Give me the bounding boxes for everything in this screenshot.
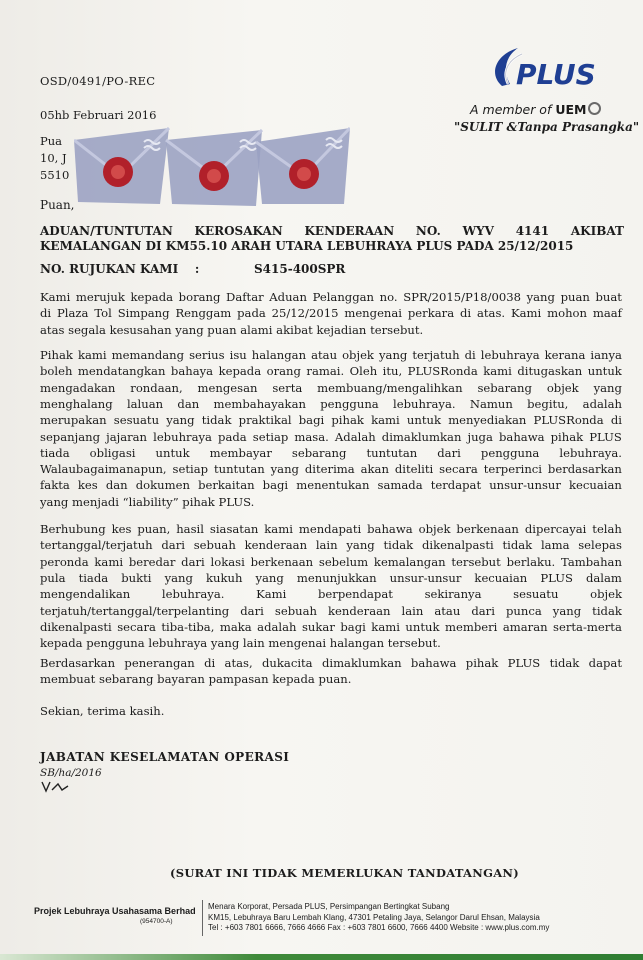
body-line: sepanjang jajaran lebuhraya pada setiap masa. Adalah dimaklumkan juga bahawa pihak PLUS [40,429,622,444]
body-line: mengendalikan lebuhraya. Kami berpendapat sekiranya sesuatu objek [40,587,622,602]
body-line: di Plaza Tol Simpang Renggam pada 25/12/2015 mengenai perkara di atas. Kami mohon maaf [40,306,622,321]
footer-green-bar [0,954,643,960]
department-signature: JABATAN KESELAMATAN OPERASI [40,750,290,764]
member-of-label [470,102,601,117]
body-line: yang menjadi “liability” pihak PLUS. [40,494,255,509]
no-signature-notice: (SURAT INI TIDAK MEMERLUKAN TANDATANGAN) [170,866,519,880]
member-prefix: A member of [470,102,552,117]
recipient-line: 10, J [40,151,67,165]
body-line: Walaubagaimanapun, setiap tuntutan yang diterima akan diteliti secara terperinci berdasarkan [40,462,622,477]
company-name: Projek Lebuhraya Usahasama Berhad [34,906,196,916]
reference-number-label: NO. RUJUKAN KAMI : [40,262,200,276]
body-line: menghalang laluan dan membahayakan pengguna lebuhraya. Namun begitu, adalah [40,396,622,411]
reference-number-value: S415-400SPR [254,262,346,276]
letter-footer [0,898,643,960]
footer-divider [202,900,203,936]
body-line: tiada obligasi untuk membayar sebarang tuntutan dari pengguna lebuhraya. [40,445,622,460]
company-number: (954700-A) [140,918,173,925]
uem-logo-icon [588,102,601,115]
uem-brand: UEM [555,102,587,117]
handwritten-mark [40,778,80,794]
body-line: pula tiada bukti yang kukuh yang menunjukkan unsur-unsur kecuaian PLUS dalam [40,570,622,585]
salutation: Puan, [40,198,75,212]
body-line: dikenalpasti secara tiba-tiba, maka adalah sukar bagi kami untuk memberi amaran serta-merta [40,619,622,634]
recipient-line: 5510 [40,168,70,182]
address-line: Menara Korporat, Persada PLUS, Persimpangan Bertingkat Subang [208,902,450,911]
body-line: Pihak kami memandang serius isu halangan atau objek yang terjatuh di lebuhraya kerana ianya [40,348,622,362]
recipient-line: Pua [40,134,63,148]
body-line: Kami merujuk kepada borang Daftar Aduan Pelanggan no. SPR/2015/P18/0038 yang puan buat [40,290,622,304]
body-line: Berdasarkan penerangan di atas, dukacita dimaklumkan bahawa pihak PLUS tidak dapat [40,656,622,670]
body-line: merupakan sesuatu yang tidak praktikal bagi pihak kami untuk menyediakan PLUSRonda di [40,413,622,428]
address-line: KM15, Lebuhraya Baru Lembah Klang, 47301 Petaling Jaya, Selangor Darul Ehsan, Malaysia [208,912,540,922]
subject-heading [40,224,624,254]
body-line: Berhubung kes puan, hasil siasatan kami mendapati bahawa objek berkenaan dipercayai telah [40,522,622,536]
body-line: atas segala kesusahan yang puan alami akibat kejadian tersebut. [40,322,424,337]
body-line: kepada pengguna lebuhraya yang lain mengenai halangan tersebut. [40,636,441,651]
subject-line-1: ADUAN/TUNTUTAN KEROSAKAN KENDERAAN NO. WYV 4141 AKIBAT [40,224,624,238]
body-line: peronda kami beredar dari lokasi berkenaan sebelum kemalangan tersebut berlaku. Tambahan [40,554,622,569]
body-line: Sekian, terima kasih. [40,704,165,718]
company-address [208,902,549,934]
body-line: terjatuh/tertanggal/terpelanting dari sebuah kenderaan lain atau dari punca yang tidak [40,603,622,618]
envelope-sticker-icon [256,128,350,204]
body-line: boleh mendatangkan bahaya kepada orang ramai. Oleh itu, PLUSRonda kami ditugaskan untuk [40,364,622,379]
privacy-sticker-group [74,124,350,206]
confidential-slogan: "SULIT &Tanpa Prasangka" [454,120,640,134]
reference-initials: SB/ha/2016 [40,767,102,779]
contact-line: Tel : +603 7801 6666, 7666 4666 Fax : +603 7801 6600, 7666 4400 Website : www.plus.com.my [208,923,550,932]
subject-line-2: KEMALANGAN DI KM55.10 ARAH UTARA LEBUHRAYA PLUS PADA 25/12/2015 [40,239,574,253]
body-line: tertanggal/terjatuh dari sebuah kenderaan lain yang tidak dikenalpasti tidak lama selepas [40,538,622,553]
body-line: fakta kes dan dokumen berkaitan bagi menentukan samada terdapat unsur-unsur kecuaian [40,478,622,493]
letter-date: 05hb Februari 2016 [40,108,157,122]
envelope-sticker-icon [166,130,262,206]
plus-logo [484,44,614,96]
body-line: membuat sebarang bayaran pampasan kepada puan. [40,672,352,687]
letter-reference: OSD/0491/PO-REC [40,74,156,88]
body-line: mengadakan rondaan, mengesan serta membuang/mengalihkan sebarang objek yang [40,380,622,395]
envelope-sticker-icon [74,128,169,204]
reference-number [40,262,346,276]
logo-wordmark: PLUS [516,58,596,91]
